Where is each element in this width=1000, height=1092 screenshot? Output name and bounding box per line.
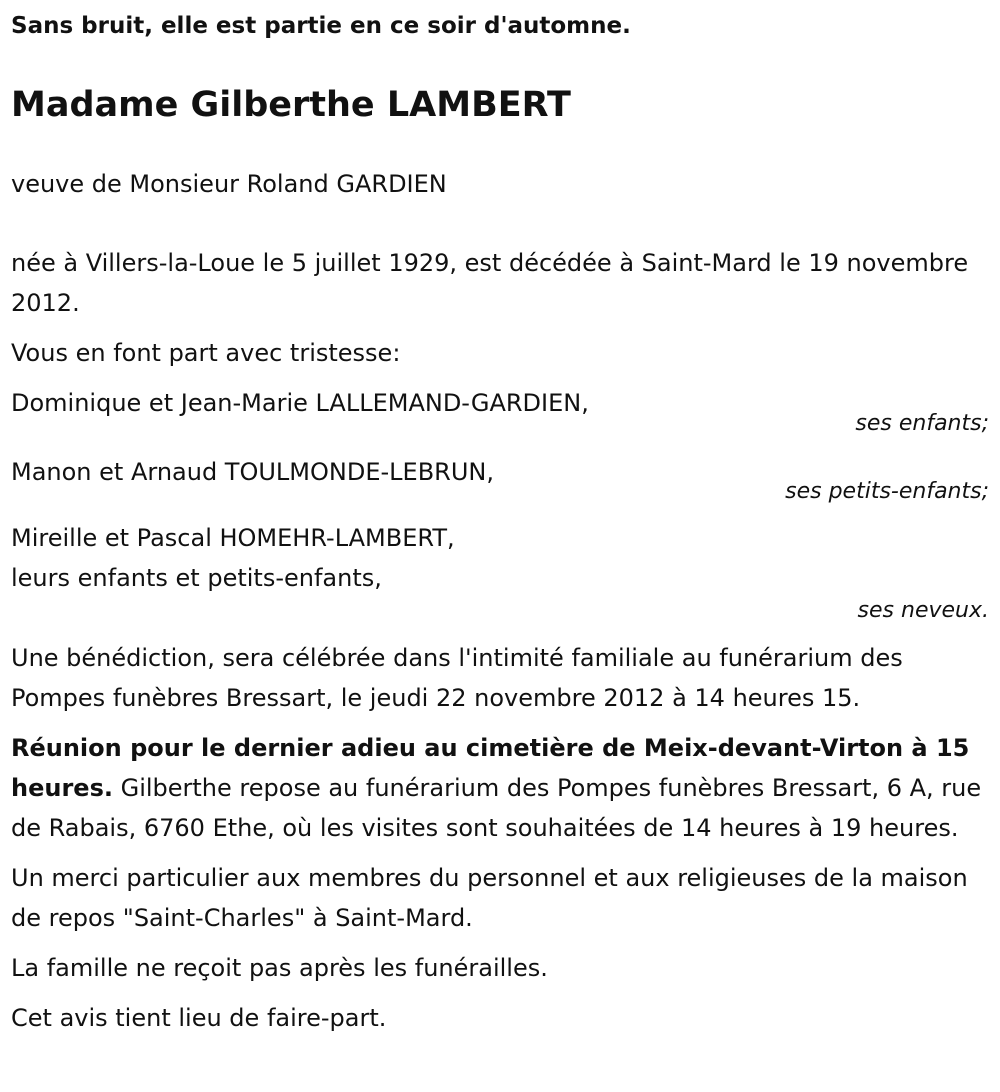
family-group-grandchildren bbox=[11, 452, 989, 504]
reunion-details-text: Gilberthe repose au funérarium des Pompes funèbres Bressart, 6 A, rue de Rabais, 6760 Ethe, où les visites sont souhaitées de 14 heures à 19 heures. bbox=[11, 774, 982, 842]
deceased-name: Madame Gilberthe LAMBERT bbox=[11, 85, 571, 125]
announcement-line: Vous en font part avec tristesse: bbox=[11, 339, 401, 367]
no-reception-line: La famille ne reçoit pas après les funérailles. bbox=[11, 954, 548, 982]
thanks-paragraph: Un merci particulier aux membres du personnel et aux religieuses de la maison de repos "Saint-Charles" à Saint-Mard. bbox=[11, 864, 968, 932]
family-relation: ses enfants; bbox=[855, 411, 989, 436]
blessing-paragraph: Une bénédiction, sera célébrée dans l'intimité familiale au funérarium des Pompes funèbres Bressart, le jeudi 22 novembre 2012 à 14 heures 15. bbox=[11, 644, 903, 712]
family-names: Mireille et Pascal HOMEHR-LAMBERT, bbox=[11, 524, 455, 552]
intro-line: Sans bruit, elle est partie en ce soir d'automne. bbox=[11, 13, 631, 39]
reunion-paragraph bbox=[11, 728, 989, 848]
family-group-nephews bbox=[11, 518, 989, 623]
widow-of-line: veuve de Monsieur Roland GARDIEN bbox=[11, 170, 447, 198]
birth-death-line: née à Villers-la-Loue le 5 juillet 1929, est décédée à Saint-Mard le 19 novembre 2012. bbox=[11, 249, 969, 317]
family-names-continued: leurs enfants et petits-enfants, bbox=[11, 564, 382, 592]
family-relation: ses neveux. bbox=[857, 598, 989, 623]
obituary-notice bbox=[11, 0, 989, 1038]
closing-line: Cet avis tient lieu de faire-part. bbox=[11, 1004, 387, 1032]
family-names: Dominique et Jean-Marie LALLEMAND-GARDIEN, bbox=[11, 389, 589, 417]
family-names: Manon et Arnaud TOULMONDE-LEBRUN, bbox=[11, 458, 494, 486]
family-relation: ses petits-enfants; bbox=[785, 479, 989, 504]
family-group-children bbox=[11, 383, 989, 436]
reunion-bold-text: Réunion pour le dernier adieu au cimetière de Meix-devant-Virton à 15 heures. bbox=[11, 734, 970, 802]
